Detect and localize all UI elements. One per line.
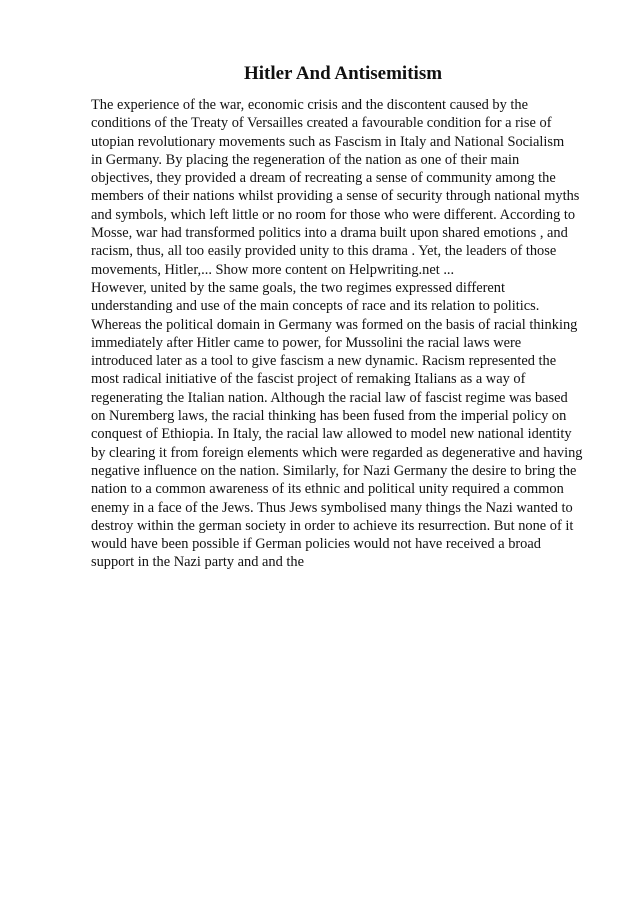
body-line: conditions of the Treaty of Versailles created a favourable condition for a rise of [91,115,552,132]
body-line: introduced later as a tool to give fascism a new dynamic. Racism represented the [91,353,557,370]
body-line: Mosse, war had transformed politics into a drama built upon shared emotions , and [91,225,568,242]
body-line: negative influence on the nation. Similarly, for Nazi Germany the desire to bring the [91,462,577,479]
body-line: and symbols, which left little or no room for those who were different. According to [91,206,576,223]
body-line: racism, thus, all too easily provided unity to this drama . Yet, the leaders of those [91,243,557,260]
body-line: The experience of the war, economic crisis and the discontent caused by the [91,97,528,113]
body-line: members of their nations whilst providing a sense of security through national myths [91,188,580,205]
body-line: Whereas the political domain in Germany was formed on the basis of racial thinking [91,316,578,333]
body-line: objectives, they provided a dream of recreating a sense of community among the [91,170,556,187]
body-line: movements, Hitler,... Show more content on Helpwriting.net ... [91,261,455,278]
body-line: However, united by the same goals, the two regimes expressed different [91,279,505,296]
body-line: conquest of Ethiopia. In Italy, the racial law allowed to model new national identity [91,426,572,443]
document-title: Hitler And Antisemitism [243,63,443,84]
body-line: by clearing it from foreign elements which were regarded as degenerative and having [91,444,583,461]
body-line: understanding and use of the main concepts of race and its relation to politics. [91,298,540,315]
body-line: enemy in a face of the Jews. Thus Jews symbolised many things the Nazi wanted to [91,499,573,516]
body-line: in Germany. By placing the regeneration of the nation as one of their main [91,151,520,168]
body-line: would have been possible if German policies would not have received a broad [91,536,541,553]
body-line: destroy within the german society in order to achieve its resurrection. But none of it [91,517,574,534]
body-line: support in the Nazi party and and the [91,554,304,571]
body-line: on Nuremberg laws, the racial thinking has been fused from the imperial policy on [91,408,567,425]
body-line: utopian revolutionary movements such as Fascism in Italy and National Socialism [91,133,565,150]
body-line: regenerating the Italian nation. Although the racial law of fascist regime was based [91,389,568,406]
body-line: immediately after Hitler came to power, for Mussolini the racial laws were [91,334,522,351]
document-body [91,96,591,572]
body-line: nation to a common awareness of its ethnic and political unity required a common [91,481,564,498]
body-line: most radical initiative of the fascist project of remaking Italians as a way of [91,371,526,388]
